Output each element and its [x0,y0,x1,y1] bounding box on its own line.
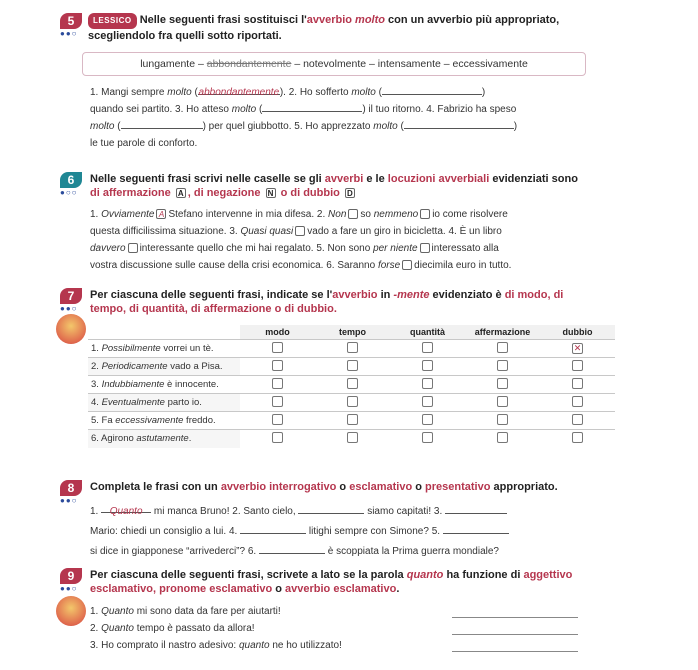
checkbox-affermazione[interactable] [497,378,508,389]
exercise-number: 5 [60,13,82,29]
checkbox-quantità[interactable] [422,414,433,425]
checkbox-dubbio[interactable] [572,360,583,371]
checkbox-affermazione[interactable] [497,414,508,425]
answer-line[interactable] [452,634,578,635]
group-work-badge [56,596,86,626]
table-row [88,412,615,430]
exercise-9 [0,566,698,666]
answer-box[interactable] [420,209,430,219]
answer-blank[interactable] [121,118,203,129]
answer-box[interactable] [348,209,358,219]
checkbox-modo[interactable] [272,378,283,389]
exercise-8-body: 1. Quanto mi manca Bruno! 2. Santo cielo, siamo capitati! 3. Mario: chiedi un consiglio a lui. 4. litighi sempre con Simone? 5. si dice in giapponese “arrivederci”? 6. è scoppiata la Prima guerra mondiale? [90,502,584,562]
difficulty-dots: ●●○ [60,496,78,505]
checkbox-affermazione[interactable] [497,342,508,353]
lessico-tag: LESSICO [88,13,137,29]
answer-blank[interactable]: abbondantemente [198,84,280,95]
exercise-number: 9 [60,568,82,584]
difficulty-dots: ●●○ [60,29,78,38]
list-item: 2. Quanto tempo è passato da allora! [90,623,590,634]
answer-box[interactable] [128,243,138,253]
row-sentence: 6. Agirono astutamente. [88,430,240,448]
exercise-8 [0,478,698,558]
checkbox-dubbio[interactable]: ✕ [573,343,582,353]
checkbox-dubbio[interactable] [572,414,583,425]
column-header: quantità [390,325,465,340]
word-bank: lungamente – abbondantemente – notevolmente – intensamente – eccessivamente [82,52,586,76]
exercise-number: 6 [60,172,82,188]
row-sentence: 1. Possibilmente vorrei un tè. [88,340,240,358]
difficulty-dots: ●●○ [60,584,78,593]
checkbox-tempo[interactable] [347,432,358,443]
checkbox-quantità[interactable] [422,378,433,389]
answer-blank[interactable] [404,118,514,129]
row-sentence: 3. Indubbiamente è innocente. [88,376,240,394]
checkbox-affermazione[interactable] [497,360,508,371]
column-header: modo [240,325,315,340]
exercise-7-title: Per ciascuna delle seguenti frasi, indicate se l'avverbio in -mente evidenziato è di modo, di tempo, di quantità, di affermazione o di dubbio. [90,289,564,315]
checkbox-tempo[interactable] [347,378,358,389]
answer-box[interactable] [420,243,430,253]
difficulty-dots: ●●○ [60,304,78,313]
table-row [88,376,615,394]
checkbox-affermazione[interactable] [497,432,508,443]
checkbox-dubbio[interactable] [572,378,583,389]
checkbox-modo[interactable] [272,342,283,353]
list-item: 3. Ho comprato il nastro adesivo: quanto ne ho utilizzato! [90,640,590,651]
checkbox-modo[interactable] [272,360,283,371]
answer-box[interactable] [295,226,305,236]
answer-blank[interactable] [259,543,325,554]
checkbox-affermazione[interactable] [497,396,508,407]
exercise-9-title: Per ciascuna delle seguenti frasi, scrivete a lato se la parola quanto ha funzione di aggettivo esclamativo, pronome esclamativo o avverbio esclamativo. [90,569,573,595]
difficulty-dots: ●○○ [60,188,78,197]
checkbox-quantità[interactable] [422,342,433,353]
checkbox-tempo[interactable] [347,414,358,425]
table-row [88,340,615,358]
exercise-number: 8 [60,480,82,496]
checkbox-quantità[interactable] [422,432,433,443]
exercise-6 [0,170,698,270]
answer-line[interactable] [452,617,578,618]
exercise-6-body: 1. Ovviamente A Stefano intervenne in mia difesa. 2. Non so nemmeno io come risolvere questa difficilissima situazione. 3. Quasi quasi vado a fare un giro in bicicletta. 4. È un libro davvero interessante quello che mi hai regalato. 5. Non sono per niente interessato alla vostra discussione sulle cause della crisi economica. 6. Saranno forse diecimila euro in tutto. [90,209,512,271]
row-sentence: 4. Eventualmente parto io. [88,394,240,412]
answer-blank[interactable] [382,84,482,95]
checkbox-tempo[interactable] [347,342,358,353]
answer-blank[interactable] [262,101,362,112]
answer-blank[interactable] [445,503,507,514]
answer-blank[interactable] [298,503,364,514]
exercise-5-title: LESSICO Nelle seguenti frasi sostituisci l'avverbio molto con un avverbio più appropriato, scegliendolo fra quelli sotto riportati. [88,14,560,42]
column-header: affermazione [465,325,540,340]
answer-box[interactable] [402,260,412,270]
list-item: 1. Quanto mi sono data da fare per aiutarti! [90,606,590,617]
checkbox-dubbio[interactable] [572,432,583,443]
row-sentence: 5. Fa eccessivamente freddo. [88,412,240,430]
row-sentence: 2. Periodicamente vado a Pisa. [88,358,240,376]
column-header: dubbio [540,325,615,340]
checkbox-modo[interactable] [272,396,283,407]
answer-blank[interactable] [240,523,306,534]
table-row [88,358,615,376]
checkbox-quantità[interactable] [422,360,433,371]
table-row [88,430,615,448]
table-row [88,394,615,412]
group-work-badge [56,314,86,344]
checkbox-tempo[interactable] [347,396,358,407]
exercise-number: 7 [60,288,82,304]
exercise-5-body: 1. Mangi sempre molto (abbondantemente). 2. Ho sofferto molto ( ) quando sei partito. 3. Ho atteso molto ( ) il tuo ritorno. 4. Fabrizio ha speso molto ( ) per quel giubbotto. 5. Ho apprezzato molto ( ) le tue parole di conforto. [90,84,584,152]
answer-line[interactable] [452,651,578,652]
checkbox-modo[interactable] [272,414,283,425]
exercise-5 [0,10,698,160]
exercise-8-title: Completa le frasi con un avverbio interrogativo o esclamativo o presentativo appropriato. [90,481,558,493]
adverb-classification-table [88,325,615,448]
checkbox-tempo[interactable] [347,360,358,371]
answer-blank[interactable]: Quanto [101,502,151,513]
answer-blank[interactable] [443,523,509,534]
table-header-row [88,325,615,340]
answer-box[interactable]: A [156,209,166,219]
exercise-6-title: Nelle seguenti frasi scrivi nelle caselle se gli avverbi e le locuzioni avverbiali evidenziati sono di affermazione A , di negazione N o di dubbio D [90,173,578,199]
checkbox-modo[interactable] [272,432,283,443]
checkbox-quantità[interactable] [422,396,433,407]
checkbox-dubbio[interactable] [572,396,583,407]
column-header: tempo [315,325,390,340]
table-body [88,340,615,448]
